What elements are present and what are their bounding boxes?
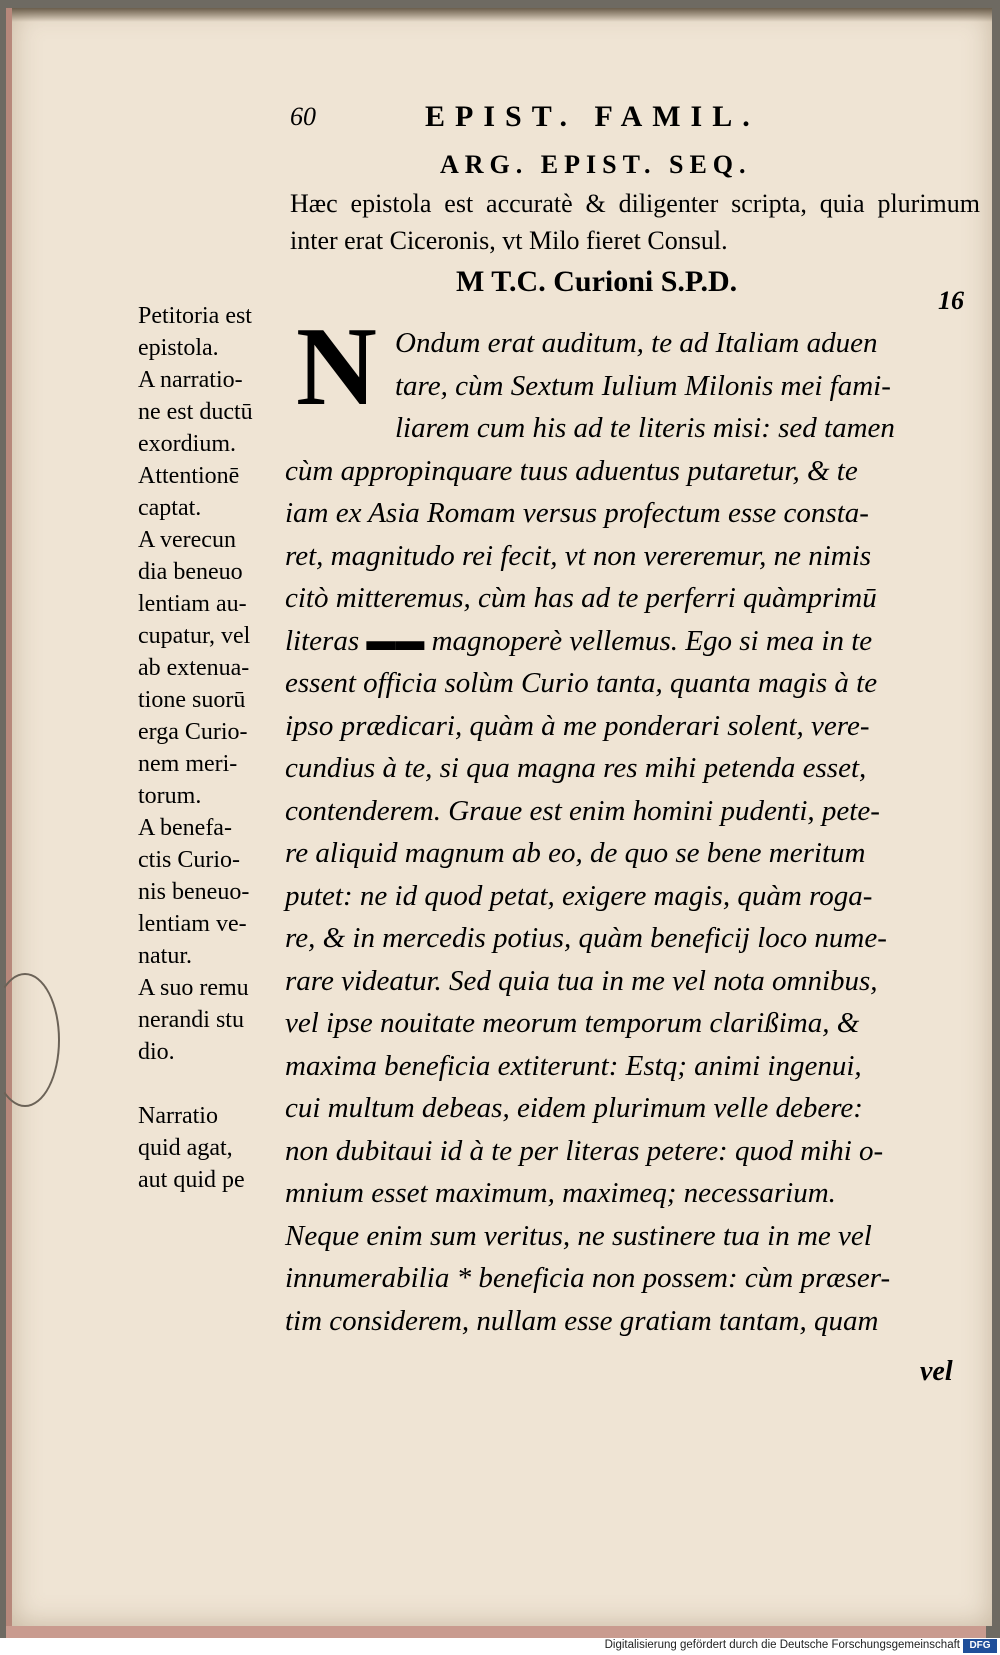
marginal-note-line: nerandi stu — [138, 1007, 244, 1033]
marginal-note-line: A verecun — [138, 527, 236, 553]
letter-salutation: M T.C. Curioni S.P.D. — [456, 265, 738, 298]
body-line: ipso prædicari, quàm à me ponderari solent, vere- — [285, 709, 870, 742]
body-line: re aliquid magnum ab eo, de quo se bene meritum — [285, 837, 866, 869]
dfg-logo: DFG — [963, 1639, 997, 1653]
body-line: cui multum debeas, eidem plurimum velle debere: — [285, 1092, 863, 1124]
body-line: non dubitaui id à te per literas petere: quod mihi o- — [285, 1134, 884, 1167]
marginal-note-line: ctis Curio- — [138, 847, 240, 873]
footer-credit: Digitalisierung gefördert durch die Deutsche Forschungsgemeinschaft — [604, 1639, 960, 1651]
body-line: Neque enim sum veritus, ne sustinere tua in me vel — [285, 1219, 872, 1252]
body-line: tare, cùm Sextum Iulium Milonis mei fami- — [395, 369, 891, 402]
marginal-note-line: Narratio — [138, 1103, 218, 1129]
marginal-note-line: lentiam ve- — [138, 911, 247, 937]
marginal-note-line: tione suorū — [138, 687, 246, 713]
body-line: putet: ne id quod petat, exigere magis, quàm roga- — [285, 879, 873, 912]
marginal-note-line: epistola. — [138, 335, 219, 361]
page-number: 60 — [290, 102, 316, 131]
body-line: tim considerem, nullam esse gratiam tantam, quam — [285, 1304, 879, 1337]
marginal-note-line: A narratio- — [138, 367, 243, 393]
body-line: essent officia solùm Curio tanta, quanta magis à te — [285, 667, 878, 699]
drop-cap: N — [296, 305, 377, 429]
marginal-note-line: ab extenua- — [138, 655, 250, 681]
marginal-note-line: Attentionē — [138, 463, 240, 489]
body-line: maxima beneficia extiterunt: Estq; animi ingenui, — [285, 1049, 862, 1082]
marginal-note-line: nem meri- — [138, 751, 238, 777]
body-line: liarem cum his ad te literis misi: sed tamen — [395, 412, 895, 444]
marginal-note-line: torum. — [138, 783, 202, 809]
body-line: cundius à te, si qua magna res mihi petenda esset, — [285, 752, 867, 784]
digitization-footer — [0, 1638, 1000, 1655]
marginal-note-line: cupatur, vel — [138, 623, 251, 649]
body-line: innumerabilia * beneficia non possem: cùm præser- — [285, 1262, 891, 1294]
page-top-shadow — [12, 8, 992, 22]
marginal-notes — [138, 300, 288, 1196]
marginal-note-line: A suo remu — [138, 975, 249, 1001]
marginal-note-line: Petitoria est — [138, 303, 252, 329]
body-line: rare videatur. Sed quia tua in me vel nota omnibus, — [285, 964, 878, 997]
marginal-note-line: erga Curio- — [138, 719, 248, 745]
marginal-note-line: A benefa- — [138, 815, 232, 841]
body-line: ret, magnitudo rei fecit, vt non vereremur, ne nimis — [285, 539, 872, 572]
letter-body — [285, 322, 979, 1342]
marginal-note-line: natur. — [138, 943, 192, 969]
body-line: mnium esset maximum, maximeq; necessarium. — [285, 1177, 836, 1209]
running-head — [290, 100, 870, 144]
body-line: citò mitteremus, cùm has ad te perferri quàmprimū — [285, 582, 877, 614]
argument-heading: ARG. EPIST. SEQ. — [440, 150, 752, 179]
body-line: literas ▬▬ magnoperè vellemus. Ego si mea in te — [285, 624, 873, 657]
marginal-note-line: lentiam au- — [138, 591, 247, 617]
marginal-note-line: aut quid pe — [138, 1167, 245, 1193]
marginal-note-line: nis beneuo- — [138, 879, 250, 905]
argument-text: Hæc epistola est accuratè & diligenter scripta, quia plurimum inter erat Ciceronis, vt Milo fieret Consul. — [290, 189, 980, 255]
marginal-note-line: ne est ductū — [138, 399, 253, 425]
body-line: contenderem. Graue est enim homini pudenti, pete- — [285, 794, 880, 827]
body-line: vel ipse nouitate meorum temporum clarißima, & — [285, 1007, 860, 1039]
marginal-note-line: dia beneuo — [138, 559, 243, 585]
body-line: re, & in mercedis potius, quàm beneficij loco nume- — [285, 922, 887, 954]
running-title: EPIST. FAMIL. — [425, 100, 760, 133]
binding-clip — [0, 973, 60, 1107]
page-edge — [6, 1626, 986, 1638]
body-line: iam ex Asia Romam versus profectum esse consta- — [285, 497, 869, 529]
body-line: Ondum erat auditum, te ad Italiam aduen — [395, 327, 878, 359]
marginal-note-line: exordium. — [138, 431, 236, 457]
catchword: vel — [920, 1356, 953, 1387]
marginal-note-line: captat. — [138, 495, 202, 521]
body-line: cùm appropinquare tuus aduentus putaretur, & te — [285, 454, 858, 487]
marginal-note-line: quid agat, — [138, 1135, 233, 1161]
letter-number: 16 — [938, 286, 964, 315]
marginal-note-line: dio. — [138, 1039, 175, 1065]
